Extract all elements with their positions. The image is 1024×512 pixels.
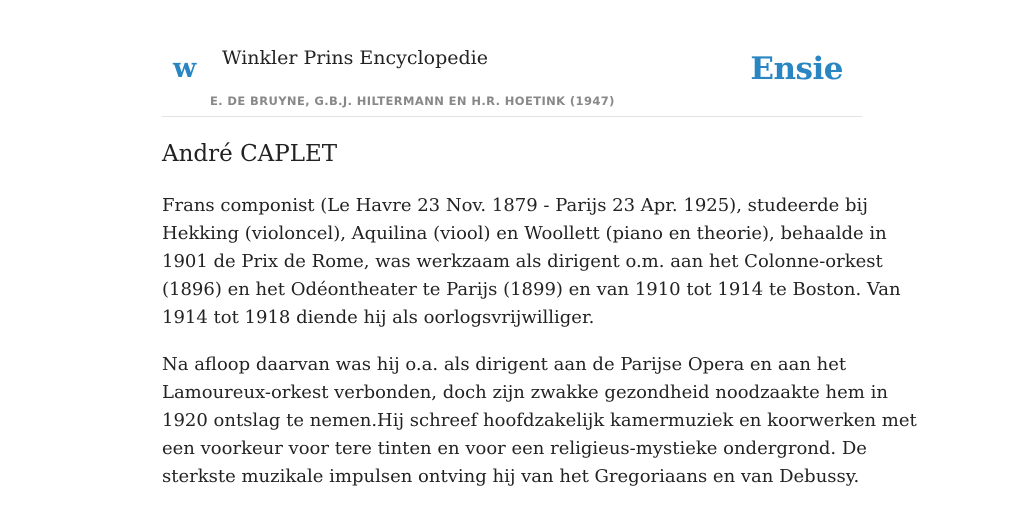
article-title: André CAPLET	[162, 141, 338, 167]
site-title[interactable]: Winkler Prins Encyclopedie	[222, 47, 488, 69]
paragraph-line: Hekking (violoncel), Aquilina (viool) en Woollett (piano en theorie), behaalde in	[162, 223, 887, 244]
paragraph-line: Frans componist (Le Havre 23 Nov. 1879 - Parijs 23 Apr. 1925), studeerde bij	[162, 195, 868, 216]
paragraph-line: 1901 de Prix de Rome, was werkzaam als dirigent o.m. aan het Colonne-orkest	[162, 251, 883, 272]
site-authors: E. DE BRUYNE, G.B.J. HILTERMANN EN H.R. HOETINK (1947)	[210, 94, 615, 108]
paragraph-line: (1896) en het Odéontheater te Parijs (1899) en van 1910 tot 1914 te Boston. Van	[162, 279, 901, 300]
article-paragraph	[162, 351, 917, 491]
paragraph-line: sterkste muzikale impulsen ontving hij van het Gregoriaans en van Debussy.	[162, 466, 860, 487]
paragraph-line: 1920 ontslag te nemen.Hij schreef hoofdzakelijk kamermuziek en koorwerken met	[162, 410, 917, 431]
paragraph-line: Na afloop daarvan was hij o.a. als dirigent aan de Parijse Opera en aan het	[162, 354, 847, 375]
site-header	[162, 0, 862, 117]
article-paragraph	[162, 192, 901, 332]
paragraph-line: een voorkeur voor tere tinten en voor een religieus-mystieke ondergrond. De	[162, 438, 867, 459]
paragraph-line: 1914 tot 1918 diende hij als oorlogsvrijwilliger.	[162, 307, 595, 328]
site-logo[interactable]: w	[173, 53, 197, 84]
paragraph-line: Lamoureux-orkest verbonden, doch zijn zwakke gezondheid noodzaakte hem in	[162, 382, 888, 403]
page-content	[162, 0, 917, 487]
brand-logo[interactable]: Ensie	[750, 51, 843, 87]
